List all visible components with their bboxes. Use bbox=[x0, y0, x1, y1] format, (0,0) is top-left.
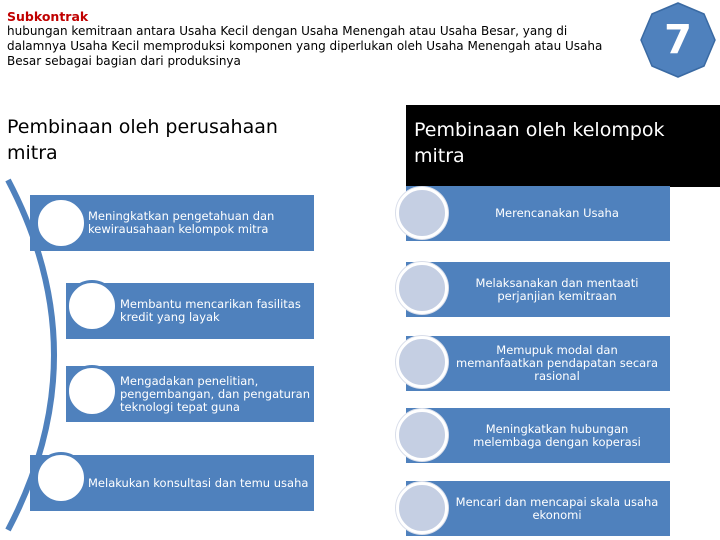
left-item-label: Membantu mencarikan fasilitas kredit yang layak bbox=[120, 297, 301, 324]
left-item-circle bbox=[35, 197, 87, 249]
right-item-circle bbox=[396, 262, 448, 314]
right-item-circle bbox=[396, 187, 448, 239]
left-item-circle bbox=[35, 452, 87, 504]
right-item-label: Merencanakan Usaha bbox=[495, 206, 619, 220]
slide-description: hubungan kemitraan antara Usaha Kecil dengan Usaha Menengah atau Usaha Besar, yang di dalamnya Usaha Kecil memproduksi komponen yang diperlukan oleh Usaha Menengah atau Usaha Besar sebagai bagian dari produksinya bbox=[7, 24, 603, 68]
slide-title: Subkontrak bbox=[7, 9, 89, 24]
right-item-label: Melaksanakan dan mentaati perjanjian kemitraan bbox=[475, 275, 639, 303]
header bbox=[7, 9, 617, 69]
number-badge: 7 bbox=[664, 17, 692, 63]
left-item-label: Melakukan konsultasi dan temu usaha bbox=[88, 475, 309, 490]
left-item-circle bbox=[66, 365, 118, 417]
right-item-label: Mencari dan mencapai skala usaha ekonomi bbox=[455, 494, 659, 522]
right-item-label: Memupuk modal dan memanfaatkan pendapatan secara rasional bbox=[456, 343, 658, 383]
left-item-circle bbox=[66, 280, 118, 332]
right-item-label: Meningkatkan hubungan melembaga dengan koperasi bbox=[473, 421, 641, 449]
right-item-circle bbox=[396, 409, 448, 461]
left-heading: Pembinaan oleh perusahaan mitra bbox=[7, 116, 278, 164]
right-heading: Pembinaan oleh kelompok mitra bbox=[406, 105, 720, 187]
left-item-label: Meningkatkan pengetahuan dan kewirausahaan kelompok mitra bbox=[88, 209, 275, 236]
right-item-circle bbox=[396, 336, 448, 388]
left-item-label: Mengadakan penelitian, pengembangan, dan pengaturan teknologi tepat guna bbox=[120, 373, 310, 414]
right-item-circle bbox=[396, 482, 448, 534]
